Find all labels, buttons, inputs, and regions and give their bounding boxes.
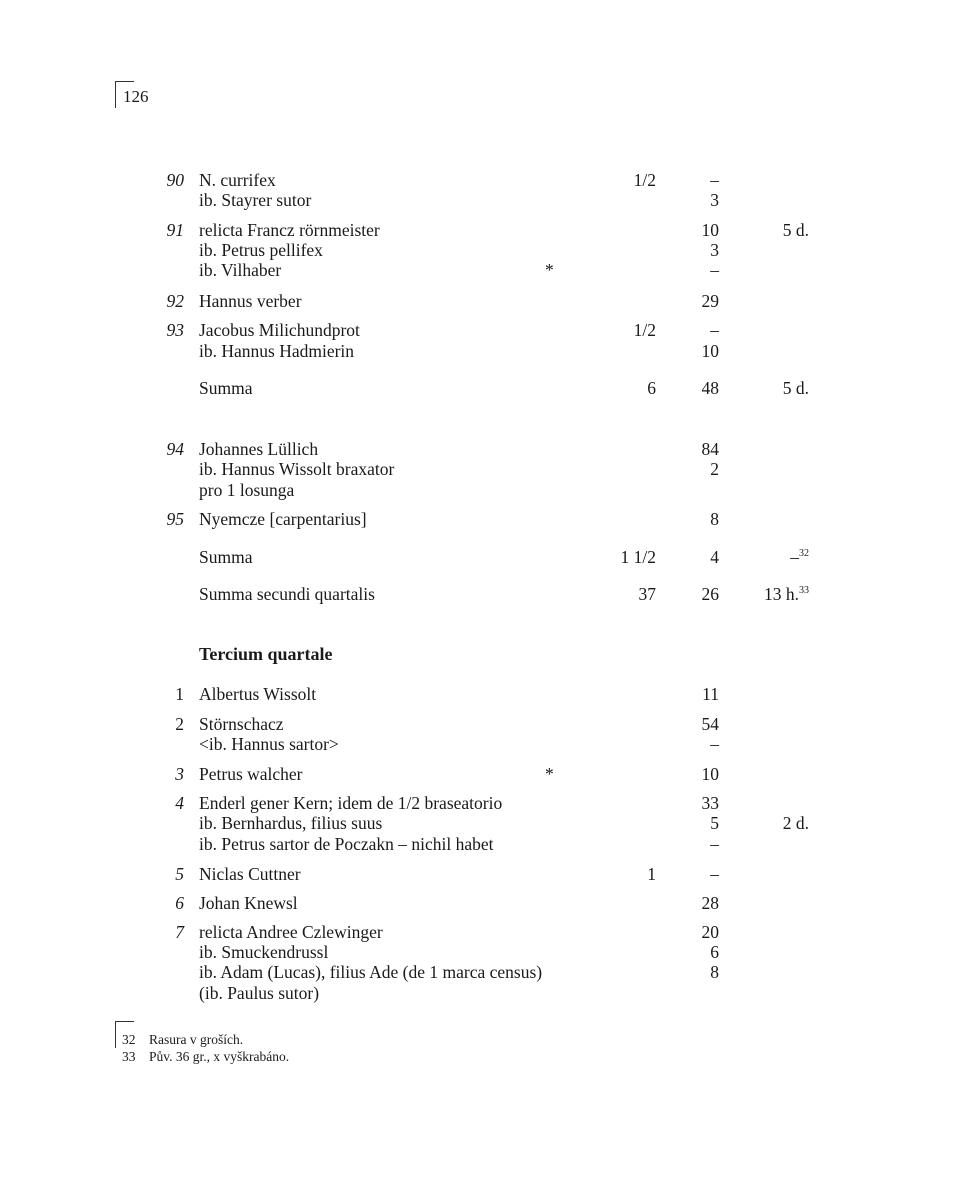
entry-name: Störnschacz [199, 714, 284, 734]
amount-other: 5 d. [782, 378, 809, 398]
amount-groschen: 8 [710, 962, 719, 982]
table-row [0, 584, 960, 604]
asterisk-mark: * [545, 260, 554, 280]
entry-name: Summa [199, 547, 253, 567]
table-row [0, 922, 960, 942]
table-row [0, 170, 960, 190]
entry-name: (ib. Paulus sutor) [199, 983, 320, 1003]
amount-groschen: 10 [701, 764, 719, 784]
footnote-ref: 33 [799, 585, 809, 597]
entry-number: 6 [175, 893, 184, 913]
amount-groschen: – [710, 864, 719, 884]
entry-number: 4 [175, 793, 184, 813]
amount-groschen: 54 [701, 714, 719, 734]
amount-other: 2 d. [782, 813, 809, 833]
table-row [0, 240, 960, 260]
table-row [0, 793, 960, 813]
amount-other [764, 584, 809, 604]
amount-marks: 1/2 [633, 170, 656, 190]
amount-groschen: 10 [701, 220, 719, 240]
table-row [0, 942, 960, 962]
table-row [0, 547, 960, 567]
amount-groschen: 8 [710, 509, 719, 529]
table-row [0, 190, 960, 210]
entry-number: 3 [175, 764, 184, 784]
entry-name: Hannus verber [199, 291, 302, 311]
amount-groschen: 6 [710, 942, 719, 962]
amount-groschen: 84 [701, 439, 719, 459]
entry-name: Jacobus Milichundprot [199, 320, 360, 340]
footnote-text: Pův. 36 gr., x vyškrabáno. [149, 1049, 290, 1064]
entry-name: Summa [199, 378, 253, 398]
entry-name: Summa secundi quartalis [199, 584, 375, 604]
table-row [0, 291, 960, 311]
amount-groschen: 4 [710, 547, 719, 567]
amount-marks: 37 [638, 584, 656, 604]
amount-groschen: 11 [702, 684, 719, 704]
amount-marks: 6 [647, 378, 656, 398]
entry-name: ib. Bernhardus, filius suus [199, 813, 383, 833]
entry-name: Petrus walcher [199, 764, 303, 784]
footnote [122, 1032, 243, 1048]
amount-groschen: 5 [710, 813, 719, 833]
amount-groschen: 26 [701, 584, 719, 604]
entry-number: 92 [166, 291, 184, 311]
entry-number: 95 [166, 509, 184, 529]
table-row [0, 714, 960, 734]
amount-groschen: 48 [701, 378, 719, 398]
table-row [0, 834, 960, 854]
entry-name: ib. Adam (Lucas), filius Ade (de 1 marca census) [199, 962, 543, 982]
table-row [0, 684, 960, 704]
table-row [0, 962, 960, 982]
page-number: 126 [123, 87, 149, 106]
amount-groschen: 3 [710, 190, 719, 210]
amount-groschen: – [710, 320, 719, 340]
entry-name: ib. Hannus Wissolt braxator [199, 459, 395, 479]
amount-groschen: – [710, 734, 719, 754]
table-row [0, 734, 960, 754]
entry-name: pro 1 losunga [199, 480, 295, 500]
table-row [0, 983, 960, 1003]
amount-other-value: 13 h. [764, 584, 799, 604]
asterisk-mark: * [545, 764, 554, 784]
entry-number: 91 [166, 220, 184, 240]
entry-name: Nyemcze [carpentarius] [199, 509, 367, 529]
table-row [0, 220, 960, 240]
entry-name: Albertus Wissolt [199, 684, 317, 704]
footnote-number: 33 [122, 1049, 136, 1064]
amount-groschen: – [710, 260, 719, 280]
entry-name: relicta Francz rörnmeister [199, 220, 380, 240]
amount-groschen: 28 [701, 893, 719, 913]
entry-number: 5 [175, 864, 184, 884]
amount-groschen: – [710, 834, 719, 854]
amount-groschen: 2 [710, 459, 719, 479]
section-heading: Tercium quartale [199, 644, 333, 664]
table-row [0, 320, 960, 340]
entry-number: 94 [166, 439, 184, 459]
amount-groschen: 33 [701, 793, 719, 813]
footnote-number: 32 [122, 1032, 136, 1047]
entry-name: ib. Petrus pellifex [199, 240, 323, 260]
entry-number: 93 [166, 320, 184, 340]
amount-groschen: – [710, 170, 719, 190]
table-row [0, 864, 960, 884]
entry-name: Enderl gener Kern; idem de 1/2 braseatorio [199, 793, 503, 813]
entry-name: ib. Vilhaber [199, 260, 282, 280]
table-row [0, 341, 960, 361]
table-row [0, 459, 960, 479]
footnote [122, 1049, 289, 1065]
entry-number: 90 [166, 170, 184, 190]
table-row [0, 439, 960, 459]
entry-name: ib. Smuckendrussl [199, 942, 329, 962]
entry-name: ib. Hannus Hadmierin [199, 341, 355, 361]
entry-number: 1 [175, 684, 184, 704]
footnote-ref: 32 [799, 548, 809, 560]
amount-marks: 1 1/2 [620, 547, 656, 567]
amount-groschen: 10 [701, 341, 719, 361]
entry-name: ib. Stayrer sutor [199, 190, 312, 210]
entry-name: Johannes Lüllich [199, 439, 319, 459]
amount-other [790, 547, 809, 567]
amount-groschen: 29 [701, 291, 719, 311]
entry-number: 7 [175, 922, 184, 942]
entry-name: relicta Andree Czlewinger [199, 922, 383, 942]
amount-groschen: 20 [701, 922, 719, 942]
amount-marks: 1 [647, 864, 656, 884]
table-row [0, 260, 960, 280]
entry-name: <ib. Hannus sartor> [199, 734, 339, 754]
table-row [0, 764, 960, 784]
amount-other-value: – [790, 547, 799, 567]
entry-name: ib. Petrus sartor de Poczakn – nichil habet [199, 834, 494, 854]
table-row [0, 893, 960, 913]
table-row [0, 509, 960, 529]
table-row [0, 480, 960, 500]
entry-name: Johan Knewsl [199, 893, 298, 913]
table-row [0, 813, 960, 833]
amount-groschen: 3 [710, 240, 719, 260]
amount-marks: 1/2 [633, 320, 656, 340]
entry-number: 2 [175, 714, 184, 734]
amount-other: 5 d. [782, 220, 809, 240]
entry-name: Niclas Cuttner [199, 864, 301, 884]
entry-name: N. currifex [199, 170, 276, 190]
table-row [0, 378, 960, 398]
footnote-text: Rasura v groších. [149, 1032, 244, 1047]
